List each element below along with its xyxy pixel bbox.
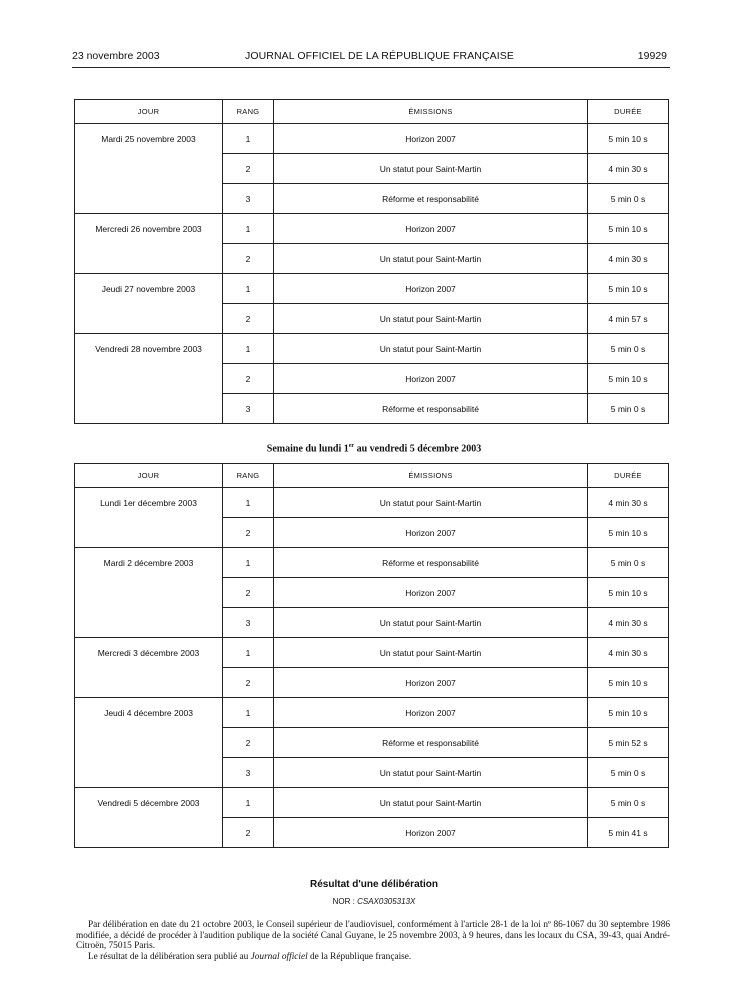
emission-cell: Horizon 2007: [274, 578, 588, 608]
table-row: [75, 124, 669, 154]
paragraph-text: de la République française.: [307, 951, 412, 962]
week-heading-sup: er: [348, 443, 355, 449]
rang-cell: 1: [223, 334, 274, 364]
day-cell: Mardi 25 novembre 2003: [75, 124, 223, 214]
day-cell: Vendredi 28 novembre 2003: [75, 334, 223, 424]
col-header-rang: RANG: [223, 464, 274, 488]
emission-cell: Un statut pour Saint-Martin: [274, 608, 588, 638]
day-cell: Vendredi 5 décembre 2003: [75, 788, 223, 848]
emission-cell: Horizon 2007: [274, 214, 588, 244]
week-heading: [0, 443, 748, 454]
emission-cell: Un statut pour Saint-Martin: [274, 758, 588, 788]
emission-cell: Horizon 2007: [274, 518, 588, 548]
col-header-duree: DURÉE: [588, 100, 669, 124]
paragraph: Par délibération en date du 21 octobre 2003, le Conseil supérieur de l'audiovisuel, conformément à l'article 28-1 de la loi nº 86-1067 du 30 septembre 1986 modifiée, a décidé de procéder à l'audition publique de la société Canal Guyane, le 25 novembre 2003, à 9 heures, dans les locaux du CSA, 39-43, quai André-Citroën, 75015 Paris.: [76, 920, 670, 951]
emission-cell: Horizon 2007: [274, 274, 588, 304]
rang-cell: 2: [223, 364, 274, 394]
nor-label: NOR :: [332, 897, 358, 906]
emission-cell: Un statut pour Saint-Martin: [274, 154, 588, 184]
rang-cell: 1: [223, 274, 274, 304]
nor-reference: [0, 897, 748, 906]
table-row: [75, 274, 669, 304]
rang-cell: 2: [223, 244, 274, 274]
rang-cell: 1: [223, 488, 274, 518]
col-header-rang: RANG: [223, 100, 274, 124]
emission-cell: Un statut pour Saint-Martin: [274, 488, 588, 518]
paragraph: [76, 952, 670, 963]
week-heading-post: au vendredi 5 décembre 2003: [354, 443, 482, 455]
duree-cell: 4 min 30 s: [588, 244, 669, 274]
rang-cell: 1: [223, 788, 274, 818]
table-row: [75, 488, 669, 518]
rang-cell: 1: [223, 698, 274, 728]
col-header-duree: DURÉE: [588, 464, 669, 488]
nor-code: CSAX0305313X: [357, 897, 416, 906]
duree-cell: 5 min 10 s: [588, 364, 669, 394]
duree-cell: 5 min 10 s: [588, 274, 669, 304]
table-row: [75, 638, 669, 668]
rang-cell: 2: [223, 154, 274, 184]
rang-cell: 3: [223, 608, 274, 638]
rang-cell: 2: [223, 728, 274, 758]
emission-cell: Horizon 2007: [274, 698, 588, 728]
emission-cell: Horizon 2007: [274, 364, 588, 394]
day-cell: Jeudi 4 décembre 2003: [75, 698, 223, 788]
header-page-number: 19929: [637, 50, 667, 62]
col-header-emissions: ÉMISSIONS: [274, 100, 588, 124]
col-header-jour: JOUR: [75, 464, 223, 488]
header-rule: [72, 67, 670, 68]
table-row: [75, 698, 669, 728]
duree-cell: 5 min 0 s: [588, 334, 669, 364]
table-row: [75, 334, 669, 364]
schedule-table-december: [74, 463, 669, 848]
journal-name: Journal officiel: [250, 951, 308, 962]
duree-cell: 5 min 10 s: [588, 214, 669, 244]
section-title: Résultat d'une délibération: [310, 879, 438, 890]
emission-cell: Horizon 2007: [274, 668, 588, 698]
duree-cell: 5 min 0 s: [588, 184, 669, 214]
duree-cell: 5 min 0 s: [588, 548, 669, 578]
duree-cell: 4 min 30 s: [588, 154, 669, 184]
deliberation-text: [76, 920, 670, 962]
table-header-row: [75, 464, 669, 488]
duree-cell: 4 min 30 s: [588, 608, 669, 638]
rang-cell: 3: [223, 758, 274, 788]
page-header: [72, 50, 670, 66]
rang-cell: 1: [223, 214, 274, 244]
duree-cell: 5 min 52 s: [588, 728, 669, 758]
emission-cell: Un statut pour Saint-Martin: [274, 244, 588, 274]
rang-cell: 1: [223, 638, 274, 668]
paragraph-text: Le résultat de la délibération sera publié au: [88, 951, 251, 962]
duree-cell: 4 min 57 s: [588, 304, 669, 334]
emission-cell: Un statut pour Saint-Martin: [274, 334, 588, 364]
rang-cell: 2: [223, 818, 274, 848]
col-header-jour: JOUR: [75, 100, 223, 124]
emission-cell: Un statut pour Saint-Martin: [274, 638, 588, 668]
header-date: 23 novembre 2003: [72, 50, 160, 62]
duree-cell: 5 min 10 s: [588, 518, 669, 548]
table-header-row: [75, 100, 669, 124]
schedule-table-november: [74, 99, 669, 424]
table-row: [75, 548, 669, 578]
emission-cell: Réforme et responsabilité: [274, 728, 588, 758]
duree-cell: 5 min 10 s: [588, 124, 669, 154]
week-heading-pre: Semaine du lundi 1: [266, 443, 349, 455]
duree-cell: 5 min 10 s: [588, 668, 669, 698]
col-header-emissions: ÉMISSIONS: [274, 464, 588, 488]
rang-cell: 3: [223, 394, 274, 424]
table-row: [75, 788, 669, 818]
rang-cell: 2: [223, 304, 274, 334]
duree-cell: 5 min 10 s: [588, 698, 669, 728]
emission-cell: Réforme et responsabilité: [274, 548, 588, 578]
duree-cell: 4 min 30 s: [588, 638, 669, 668]
header-journal-title: JOURNAL OFFICIEL DE LA RÉPUBLIQUE FRANÇAISE: [245, 50, 514, 62]
emission-cell: Un statut pour Saint-Martin: [274, 788, 588, 818]
table-row: [75, 214, 669, 244]
emission-cell: Horizon 2007: [274, 124, 588, 154]
emission-cell: Un statut pour Saint-Martin: [274, 304, 588, 334]
emission-cell: Réforme et responsabilité: [274, 184, 588, 214]
duree-cell: 5 min 41 s: [588, 818, 669, 848]
duree-cell: 5 min 0 s: [588, 758, 669, 788]
rang-cell: 2: [223, 578, 274, 608]
rang-cell: 2: [223, 518, 274, 548]
rang-cell: 1: [223, 124, 274, 154]
rang-cell: 1: [223, 548, 274, 578]
rang-cell: 2: [223, 668, 274, 698]
duree-cell: 5 min 10 s: [588, 578, 669, 608]
duree-cell: 5 min 0 s: [588, 788, 669, 818]
rang-cell: 3: [223, 184, 274, 214]
emission-cell: Horizon 2007: [274, 818, 588, 848]
day-cell: Lundi 1er décembre 2003: [75, 488, 223, 548]
day-cell: Jeudi 27 novembre 2003: [75, 274, 223, 334]
duree-cell: 4 min 30 s: [588, 488, 669, 518]
duree-cell: 5 min 0 s: [588, 394, 669, 424]
day-cell: Mercredi 3 décembre 2003: [75, 638, 223, 698]
day-cell: Mardi 2 décembre 2003: [75, 548, 223, 638]
emission-cell: Réforme et responsabilité: [274, 394, 588, 424]
day-cell: Mercredi 26 novembre 2003: [75, 214, 223, 274]
